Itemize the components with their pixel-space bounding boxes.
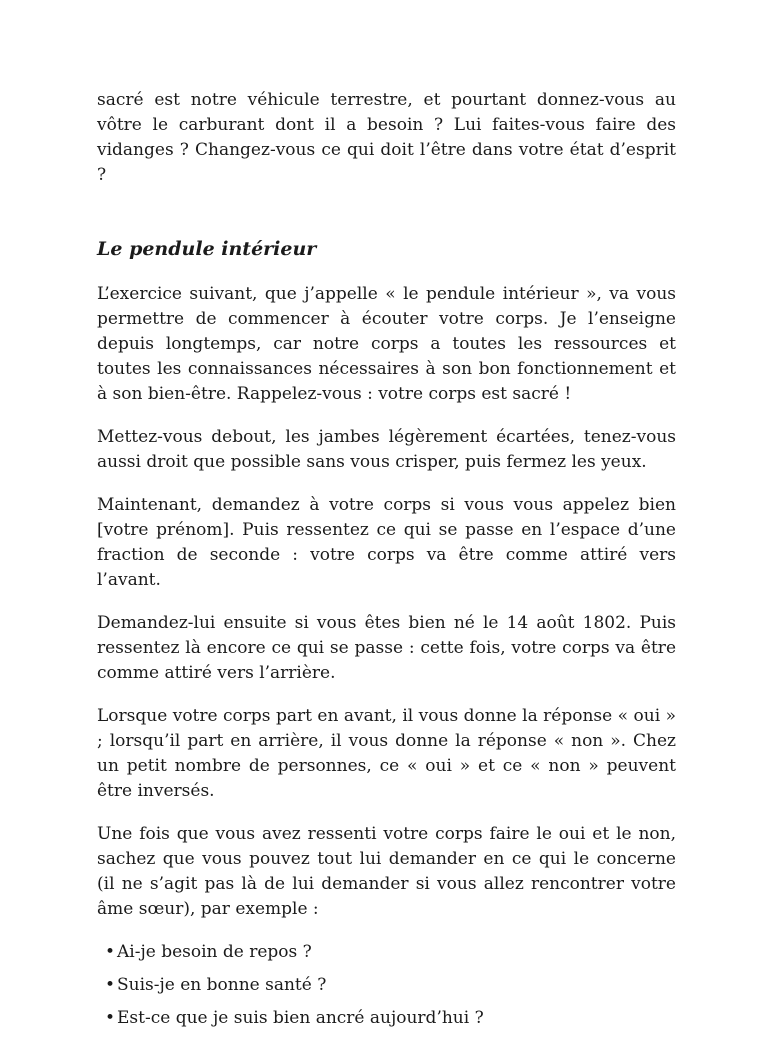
paragraph-1: L’exercice suivant, que j’appelle « le pendule intérieur », va vous permettre de commencer à écouter votre corps. Je l’enseigne depuis longtemps, car notre corps a toutes les ressources et toutes les connaissances nécessaires à son bon fonctionnement et à son bien-être. Rappelez-vous : votre corps est sacré ! — [97, 284, 676, 404]
paragraph-6: Une fois que vous avez ressenti votre corps faire le oui et le non, sachez que vous pouvez tout lui demander en ce qui le concerne (il ne s’agit pas là de lui demander si vous allez rencontrer votre âme sœur), par exemple : — [97, 824, 676, 919]
document-page — [97, 88, 676, 1039]
bullet-icon: • — [105, 1008, 116, 1028]
paragraph-3: Maintenant, demandez à votre corps si vous vous appelez bien [votre prénom]. Puis ressentez ce qui se passe en l’espace d’une fraction de seconde : votre corps va être comme attiré vers l’avant. — [97, 495, 676, 590]
list-item-text: Suis-je en bonne santé ? — [117, 975, 327, 995]
section-heading: Le pendule intérieur — [97, 238, 317, 260]
paragraph-2: Mettez-vous debout, les jambes légèrement écartées, tenez-vous aussi droit que possible sans vous crisper, puis fermez les yeux. — [97, 427, 676, 472]
question-list — [97, 940, 676, 1031]
list-item — [97, 973, 676, 998]
bullet-icon: • — [105, 975, 116, 995]
list-item-text: Ai-je besoin de repos ? — [117, 942, 312, 962]
bullet-icon: • — [105, 942, 116, 962]
intro-paragraph: sacré est notre véhicule terrestre, et pourtant donnez-vous au vôtre le carburant dont il a besoin ? Lui faites-vous faire des vidanges ? Changez-vous ce qui doit l’être dans votre état d’esprit ? — [97, 90, 676, 185]
list-item — [97, 1006, 676, 1031]
paragraph-4: Demandez-lui ensuite si vous êtes bien né le 14 août 1802. Puis ressentez là encore ce qui se passe : cette fois, votre corps va être comme attiré vers l’arrière. — [97, 613, 676, 683]
list-item — [97, 940, 676, 965]
list-item-text: Est-ce que je suis bien ancré aujourd’hui ? — [117, 1008, 484, 1028]
paragraph-5: Lorsque votre corps part en avant, il vous donne la réponse « oui » ; lorsqu’il part en arrière, il vous donne la réponse « non ». Chez un petit nombre de personnes, ce « oui » et ce « non » peuvent être inversés. — [97, 706, 676, 801]
